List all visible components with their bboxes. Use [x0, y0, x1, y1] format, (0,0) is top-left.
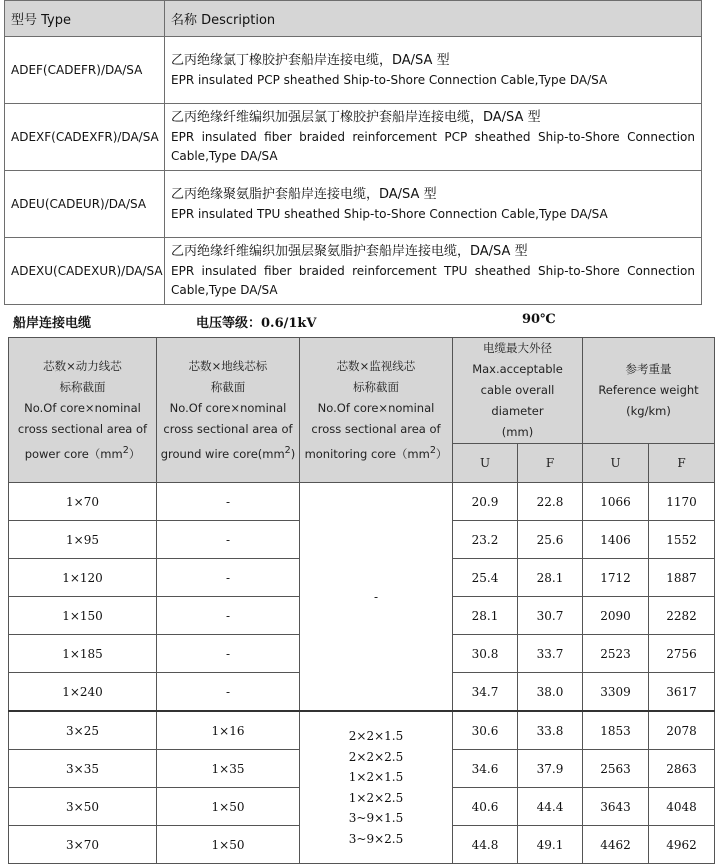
- monitoring-core-cell: [300, 711, 453, 864]
- header-text: No.Of core×nominal: [169, 400, 287, 415]
- diameter-header: [453, 338, 583, 444]
- diameter-f-cell: 37.9: [518, 750, 583, 788]
- diameter-u-cell: 20.9: [453, 483, 518, 521]
- header-text: No.Of core×nominal: [24, 400, 141, 415]
- diameter-f-cell: 38.0: [518, 673, 583, 712]
- power-core-header: [9, 338, 157, 483]
- diameter-f-cell: 28.1: [518, 559, 583, 597]
- weight-f-cell: 2282: [649, 597, 715, 635]
- power-core-cell: 3×50: [9, 788, 157, 826]
- header-text: ）: [128, 446, 141, 461]
- description-en: EPR insulated fiber braided reinforcement TPU sheathed Ship-to-Shore Connection Cable,Type DA/SA: [171, 264, 695, 297]
- specification-table: [8, 337, 715, 864]
- header-text: power core（mm: [24, 446, 123, 461]
- ground-core-cell: 1×16: [157, 711, 300, 750]
- header-text: ）: [435, 446, 448, 461]
- header-text: 芯数×动力线芯: [43, 358, 122, 373]
- diameter-f-cell: 33.7: [518, 635, 583, 673]
- product-name: 船岸连接电缆: [13, 316, 92, 331]
- header-text: 标称截面: [59, 379, 106, 394]
- header-text: Max.acceptable: [472, 362, 563, 376]
- header-text: 称截面: [210, 379, 246, 394]
- type-row: [5, 238, 702, 305]
- header-text: Reference weight: [598, 383, 699, 397]
- ground-core-cell: -: [157, 635, 300, 673]
- weight-f-cell: 1887: [649, 559, 715, 597]
- type-row: [5, 104, 702, 171]
- weight-f-cell: 2078: [649, 711, 715, 750]
- header-text: [157, 440, 299, 465]
- weight-header: [583, 338, 715, 444]
- ground-core-header: [157, 338, 300, 483]
- description-cell: [165, 238, 702, 305]
- monitoring-core-value: 3~9×1.5: [348, 811, 404, 825]
- diameter-f-cell: 30.7: [518, 597, 583, 635]
- type-table-header: [5, 1, 702, 37]
- table-row: [9, 711, 715, 750]
- diameter-u-cell: 23.2: [453, 521, 518, 559]
- diameter-f-cell: 22.8: [518, 483, 583, 521]
- weight-u-cell: 2523: [583, 635, 649, 673]
- model-cell: ADEF(CADEFR)/DA/SA: [5, 37, 165, 104]
- spec-header-row: [9, 338, 715, 444]
- power-core-cell: 3×25: [9, 711, 157, 750]
- diameter-u-cell: 44.8: [453, 826, 518, 864]
- description-cell: [165, 104, 702, 171]
- weight-u-cell: 2563: [583, 750, 649, 788]
- description-header-cell: 名称 Description: [165, 1, 702, 37]
- voltage-rating: 电压等级：0.6/1kV: [196, 316, 317, 331]
- type-row: [5, 171, 702, 238]
- superscript: 2: [122, 444, 129, 456]
- header-text: diameter: [491, 404, 544, 418]
- monitoring-core-value: 1×2×2.5: [348, 790, 404, 805]
- ground-core-cell: 1×50: [157, 788, 300, 826]
- header-text: 标称截面: [353, 379, 399, 394]
- header-text: [300, 440, 452, 465]
- diameter-u-cell: 34.7: [453, 673, 518, 712]
- weight-u-cell: 1406: [583, 521, 649, 559]
- header-text: ground wire core(mm: [160, 446, 285, 461]
- power-core-cell: 1×150: [9, 597, 157, 635]
- model-cell: ADEXU(CADEXUR)/DA/SA: [5, 238, 165, 305]
- diameter-f-cell: 49.1: [518, 826, 583, 864]
- power-core-cell: 3×35: [9, 750, 157, 788]
- description-zh: 乙丙绝缘纤维编织加强层聚氨脂护套船岸连接电缆，DA/SA 型: [171, 244, 528, 259]
- power-core-cell: 3×70: [9, 826, 157, 864]
- monitoring-core-value: 2×2×1.5: [348, 729, 404, 743]
- diameter-u-cell: 30.6: [453, 711, 518, 750]
- ground-core-cell: 1×50: [157, 826, 300, 864]
- description-en: EPR insulated fiber braided reinforcement PCP sheathed Ship-to-Shore Connection Cable,Type DA/SA: [171, 130, 695, 163]
- header-text: monitoring core（mm: [304, 446, 430, 461]
- temperature-rating: 90℃: [522, 312, 556, 327]
- power-core-cell: 1×185: [9, 635, 157, 673]
- power-core-cell: 1×70: [9, 483, 157, 521]
- ground-core-cell: -: [157, 597, 300, 635]
- diameter-f-cell: 25.6: [518, 521, 583, 559]
- monitoring-core-value: 2×2×2.5: [348, 749, 404, 764]
- description-en: EPR insulated TPU sheathed Ship-to-Shore Connection Cable,Type DA/SA: [171, 206, 608, 221]
- diameter-u-cell: 40.6: [453, 788, 518, 826]
- description-cell: [165, 171, 702, 238]
- header-text: (kg/km): [626, 404, 671, 418]
- diameter-u-cell: 25.4: [453, 559, 518, 597]
- header-text: 电缆最大外径: [483, 341, 552, 355]
- ground-core-cell: -: [157, 521, 300, 559]
- description-en: EPR insulated PCP sheathed Ship-to-Shore Connection Cable,Type DA/SA: [171, 72, 608, 87]
- monitoring-core-value: 1×2×1.5: [348, 770, 404, 784]
- description-zh: 乙丙绝缘氯丁橡胶护套船岸连接电缆，DA/SA 型: [171, 52, 450, 68]
- weight-f-cell: 4048: [649, 788, 715, 826]
- monitoring-core-cell: -: [300, 483, 453, 712]
- diameter-u-cell: 34.6: [453, 750, 518, 788]
- ground-core-cell: -: [157, 483, 300, 521]
- header-text: 参考重量: [625, 362, 672, 376]
- weight-f-cell: 4962: [649, 826, 715, 864]
- monitoring-core-header: [300, 338, 453, 483]
- ground-core-cell: -: [157, 673, 300, 712]
- header-text: cross sectional area of: [311, 421, 441, 436]
- description-zh: 乙丙绝缘纤维编织加强层氯丁橡胶护套船岸连接电缆，DA/SA 型: [171, 110, 541, 125]
- weight-u-cell: 1853: [583, 711, 649, 750]
- monitoring-core-value: 3~9×2.5: [348, 831, 404, 846]
- weight-u-header: U: [583, 444, 649, 483]
- description-zh: 乙丙绝缘聚氨脂护套船岸连接电缆，DA/SA 型: [171, 186, 437, 202]
- header-text: 芯数×地线芯标: [188, 358, 268, 373]
- header-text: cross sectional area of: [17, 421, 148, 436]
- weight-u-cell: 2090: [583, 597, 649, 635]
- weight-f-cell: 2863: [649, 750, 715, 788]
- header-text: cable overall: [480, 383, 555, 397]
- weight-f-header: F: [649, 444, 715, 483]
- superscript: 2: [284, 444, 291, 456]
- ground-core-cell: 1×35: [157, 750, 300, 788]
- type-header-cell: 型号 Type: [5, 1, 165, 37]
- type-row: [5, 37, 702, 104]
- weight-u-cell: 3643: [583, 788, 649, 826]
- weight-u-cell: 3309: [583, 673, 649, 712]
- power-core-cell: 1×95: [9, 521, 157, 559]
- diameter-f-cell: 33.8: [518, 711, 583, 750]
- table-row: [9, 483, 715, 521]
- header-text: No.Of core×nominal: [317, 400, 435, 415]
- weight-f-cell: 1552: [649, 521, 715, 559]
- model-cell: ADEU(CADEUR)/DA/SA: [5, 171, 165, 238]
- header-text: cross sectional area of: [163, 421, 293, 436]
- header-text: [9, 440, 156, 465]
- weight-f-cell: 2756: [649, 635, 715, 673]
- weight-u-cell: 1066: [583, 483, 649, 521]
- diameter-u-header: U: [453, 444, 518, 483]
- power-core-cell: 1×240: [9, 673, 157, 712]
- diameter-u-cell: 30.8: [453, 635, 518, 673]
- ground-core-cell: -: [157, 559, 300, 597]
- weight-f-cell: 1170: [649, 483, 715, 521]
- diameter-f-cell: 44.4: [518, 788, 583, 826]
- power-core-cell: 1×120: [9, 559, 157, 597]
- diameter-u-cell: 28.1: [453, 597, 518, 635]
- product-title-bar: [8, 310, 708, 332]
- header-text: (mm): [501, 425, 534, 439]
- header-text: 芯数×监视线芯: [336, 358, 416, 373]
- weight-u-cell: 4462: [583, 826, 649, 864]
- weight-f-cell: 3617: [649, 673, 715, 712]
- superscript: 2: [429, 444, 436, 456]
- description-cell: [165, 37, 702, 104]
- header-text: ): [290, 446, 296, 461]
- weight-u-cell: 1712: [583, 559, 649, 597]
- model-cell: ADEXF(CADEXFR)/DA/SA: [5, 104, 165, 171]
- type-description-table: [4, 0, 702, 305]
- diameter-f-header: F: [518, 444, 583, 483]
